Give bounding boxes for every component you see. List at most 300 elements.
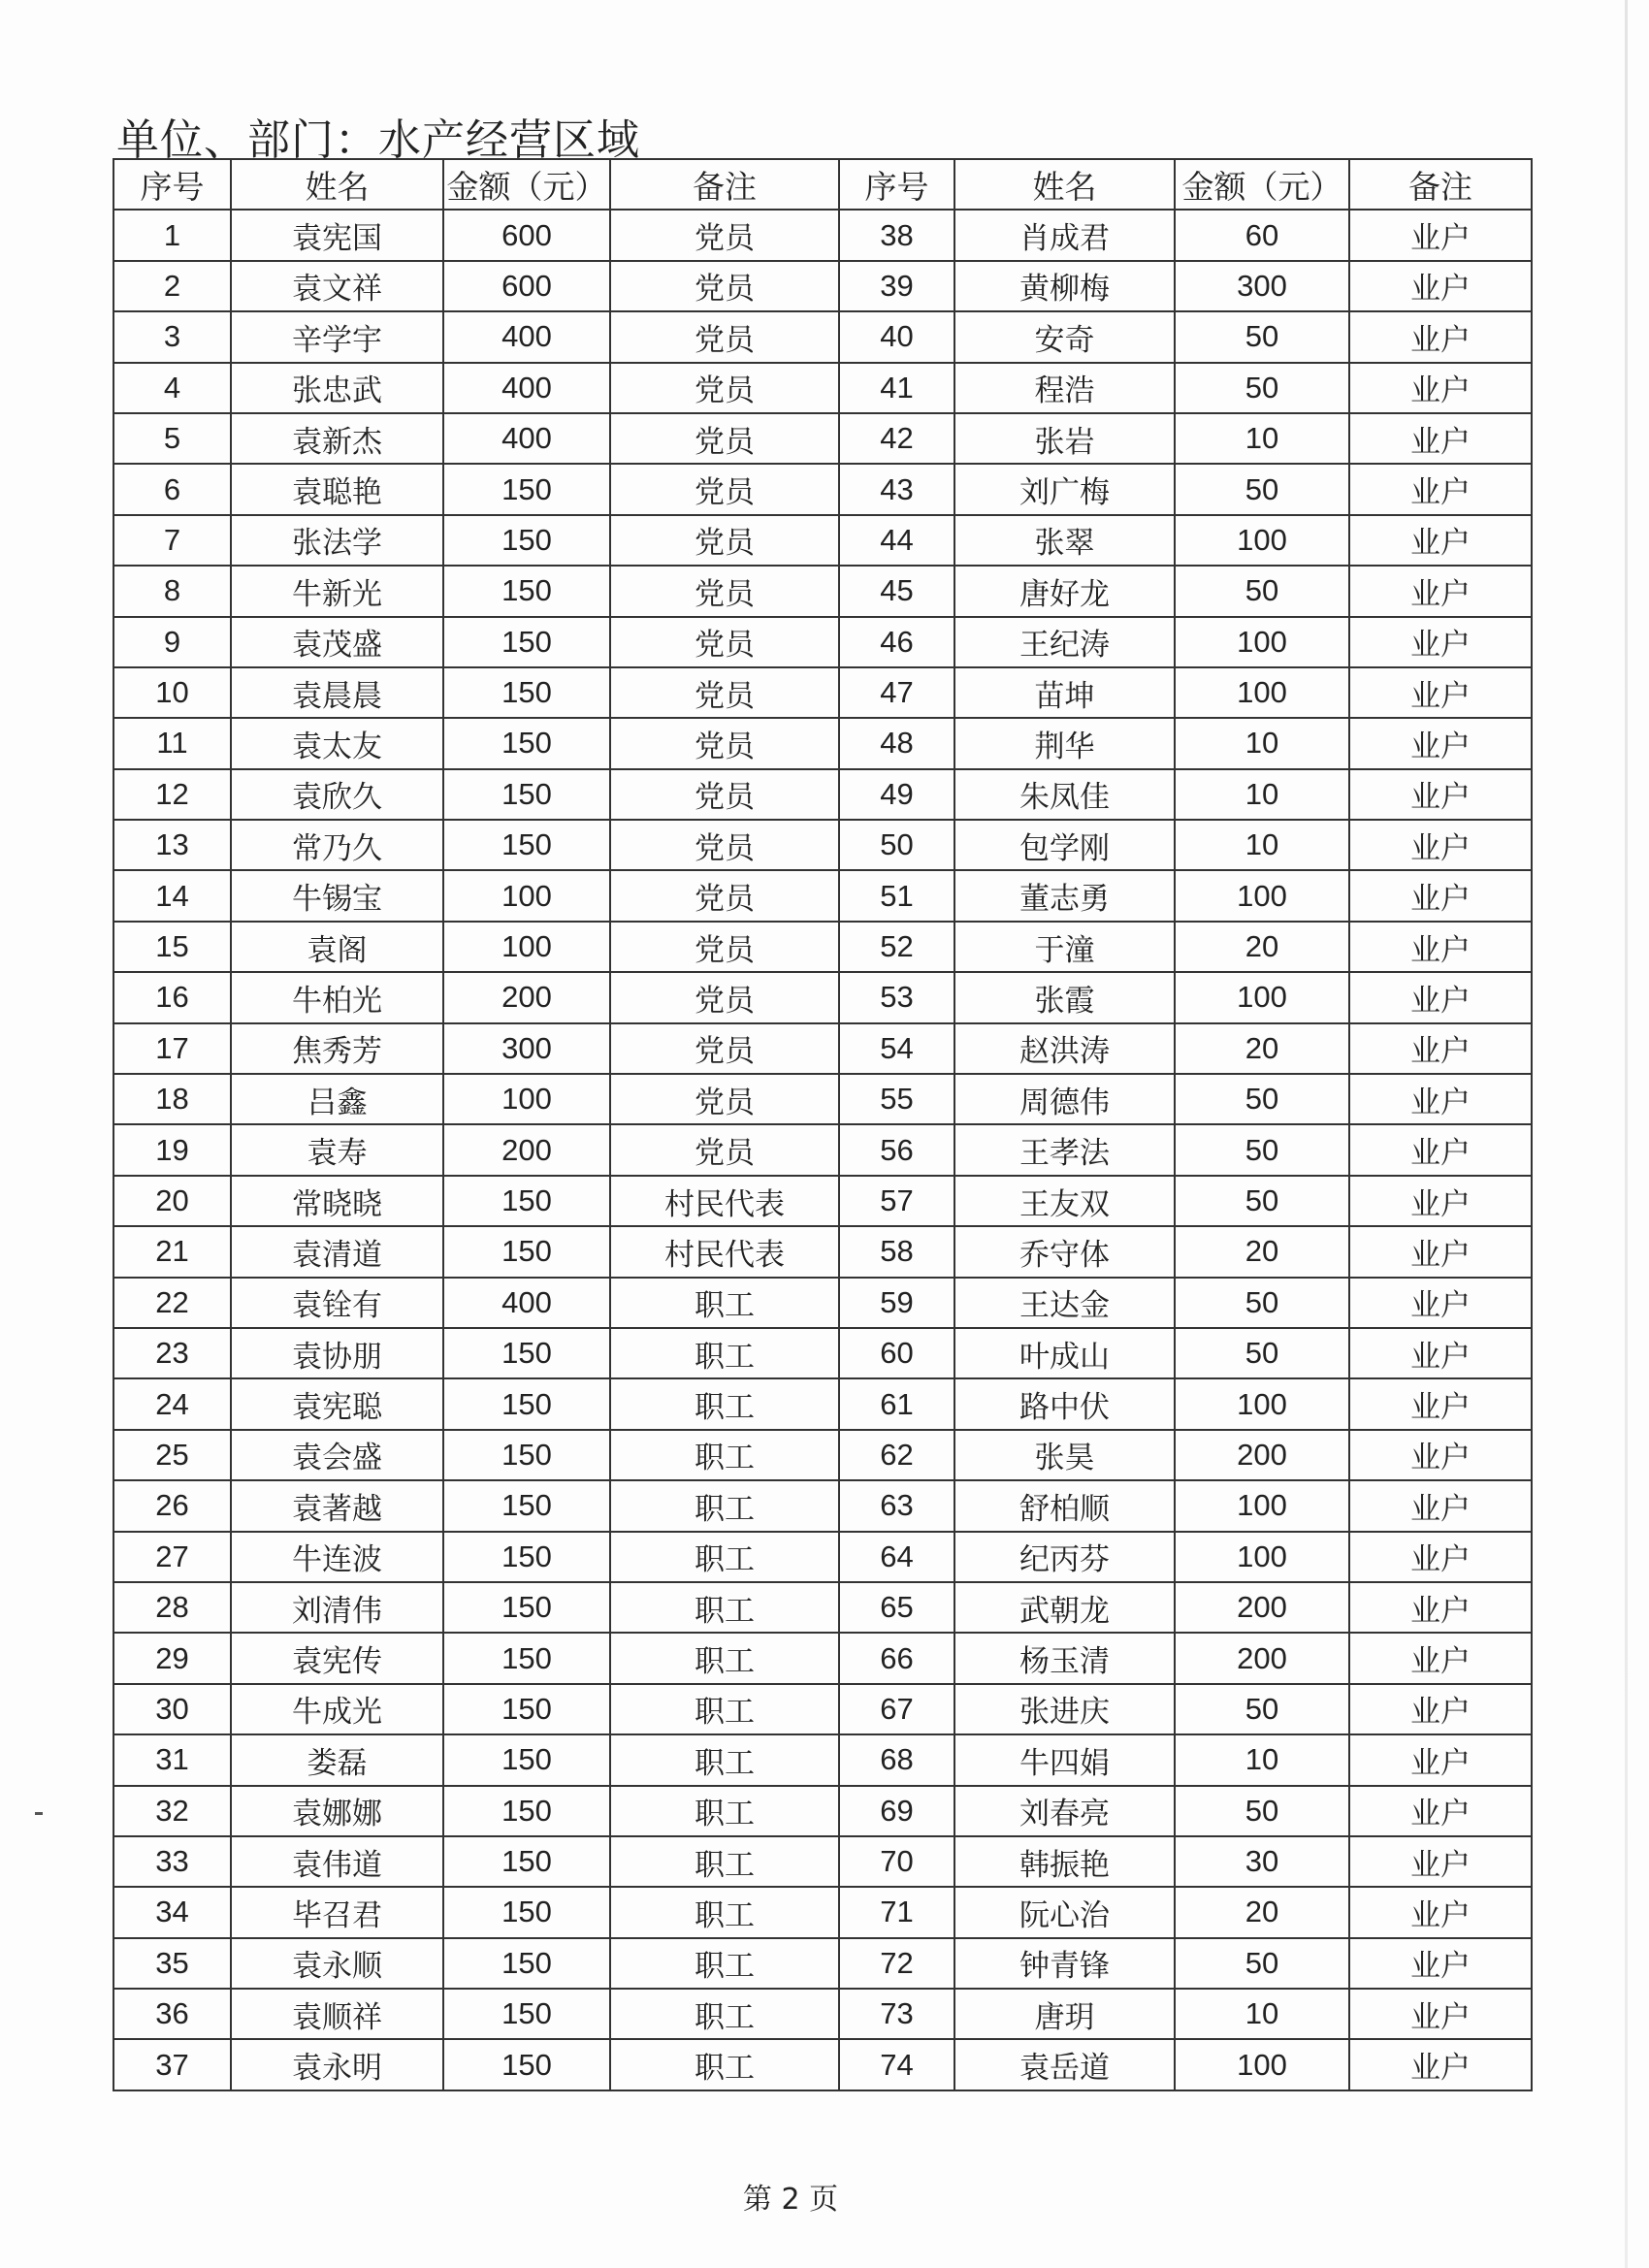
table-row (113, 363, 1532, 413)
name-left-cell: 袁宪聪 (231, 1378, 443, 1429)
amount-right-cell: 200 (1175, 1582, 1349, 1633)
seq-left-cell: 31 (113, 1734, 231, 1785)
table-row (113, 1124, 1532, 1175)
seq-right-cell: 73 (839, 1989, 954, 2039)
seq-left-cell: 9 (113, 617, 231, 667)
note-left-cell: 职工 (610, 1989, 839, 2039)
table-row (113, 261, 1532, 311)
note-right-cell: 业户 (1349, 617, 1532, 667)
seq-right-cell: 54 (839, 1023, 954, 1074)
seq-right-cell: 40 (839, 311, 954, 362)
seq-left-cell: 6 (113, 464, 231, 514)
table-row (113, 667, 1532, 718)
name-right-cell: 苗坤 (954, 667, 1175, 718)
name-right-cell: 张翠 (954, 515, 1175, 566)
amount-left-cell: 150 (443, 617, 610, 667)
note-right-cell: 业户 (1349, 1989, 1532, 2039)
amount-left-cell: 150 (443, 1378, 610, 1429)
seq-right-cell: 61 (839, 1378, 954, 1429)
name-left-cell: 袁协朋 (231, 1328, 443, 1378)
amount-right-cell: 10 (1175, 1989, 1349, 2039)
name-right-cell: 包学刚 (954, 820, 1175, 870)
name-right-cell: 肖成君 (954, 210, 1175, 260)
name-right-cell: 荆华 (954, 718, 1175, 768)
seq-left-cell: 24 (113, 1378, 231, 1429)
name-left-cell: 牛连波 (231, 1532, 443, 1582)
note-left-cell: 党员 (610, 922, 839, 972)
note-right-cell: 业户 (1349, 210, 1532, 260)
note-left-cell: 职工 (610, 1836, 839, 1887)
amount-left-cell: 600 (443, 261, 610, 311)
header-cell: 序号 (839, 159, 954, 210)
amount-left-cell: 150 (443, 1684, 610, 1734)
name-left-cell: 牛成光 (231, 1684, 443, 1734)
table-row (113, 1226, 1532, 1277)
note-left-cell: 党员 (610, 820, 839, 870)
name-right-cell: 路中伏 (954, 1378, 1175, 1429)
amount-right-cell: 100 (1175, 1378, 1349, 1429)
amount-right-cell: 50 (1175, 566, 1349, 616)
note-right-cell: 业户 (1349, 1786, 1532, 1836)
name-left-cell: 常晓晓 (231, 1176, 443, 1226)
table-row (113, 617, 1532, 667)
amount-right-cell: 100 (1175, 667, 1349, 718)
note-right-cell: 业户 (1349, 1887, 1532, 1937)
note-right-cell: 业户 (1349, 1480, 1532, 1531)
note-left-cell: 党员 (610, 261, 839, 311)
seq-left-cell: 36 (113, 1989, 231, 2039)
amount-right-cell: 100 (1175, 617, 1349, 667)
seq-left-cell: 2 (113, 261, 231, 311)
amount-left-cell: 150 (443, 1633, 610, 1683)
seq-right-cell: 64 (839, 1532, 954, 1582)
seq-left-cell: 25 (113, 1430, 231, 1480)
note-left-cell: 党员 (610, 667, 839, 718)
name-left-cell: 袁顺祥 (231, 1989, 443, 2039)
seq-right-cell: 42 (839, 413, 954, 464)
name-left-cell: 袁晨晨 (231, 667, 443, 718)
table-row (113, 1074, 1532, 1124)
amount-right-cell: 50 (1175, 1124, 1349, 1175)
seq-left-cell: 18 (113, 1074, 231, 1124)
name-left-cell: 袁永顺 (231, 1938, 443, 1989)
seq-left-cell: 10 (113, 667, 231, 718)
seq-right-cell: 48 (839, 718, 954, 768)
table-row (113, 210, 1532, 260)
page-edge-shadow (1625, 0, 1628, 2268)
note-right-cell: 业户 (1349, 311, 1532, 362)
note-right-cell: 业户 (1349, 1176, 1532, 1226)
name-right-cell: 安奇 (954, 311, 1175, 362)
name-left-cell: 袁寿 (231, 1124, 443, 1175)
name-left-cell: 牛锡宝 (231, 870, 443, 921)
amount-left-cell: 150 (443, 1887, 610, 1937)
seq-left-cell: 12 (113, 769, 231, 820)
name-right-cell: 王孝法 (954, 1124, 1175, 1175)
seq-left-cell: 37 (113, 2039, 231, 2090)
seq-right-cell: 41 (839, 363, 954, 413)
note-left-cell: 党员 (610, 210, 839, 260)
note-left-cell: 职工 (610, 1786, 839, 1836)
table-row (113, 1633, 1532, 1683)
name-left-cell: 辛学宇 (231, 311, 443, 362)
header-cell: 金额（元） (1175, 159, 1349, 210)
seq-right-cell: 47 (839, 667, 954, 718)
name-left-cell: 常乃久 (231, 820, 443, 870)
note-right-cell: 业户 (1349, 972, 1532, 1022)
seq-right-cell: 57 (839, 1176, 954, 1226)
table-row (113, 2039, 1532, 2090)
seq-right-cell: 63 (839, 1480, 954, 1531)
amount-right-cell: 100 (1175, 972, 1349, 1022)
note-right-cell: 业户 (1349, 769, 1532, 820)
table-row (113, 1176, 1532, 1226)
seq-left-cell: 13 (113, 820, 231, 870)
table-row (113, 566, 1532, 616)
seq-right-cell: 74 (839, 2039, 954, 2090)
amount-left-cell: 150 (443, 769, 610, 820)
seq-right-cell: 52 (839, 922, 954, 972)
name-left-cell: 牛新光 (231, 566, 443, 616)
seq-right-cell: 53 (839, 972, 954, 1022)
note-right-cell: 业户 (1349, 1430, 1532, 1480)
amount-right-cell: 10 (1175, 1734, 1349, 1785)
name-left-cell: 袁会盛 (231, 1430, 443, 1480)
note-right-cell: 业户 (1349, 1836, 1532, 1887)
note-right-cell: 业户 (1349, 1023, 1532, 1074)
amount-right-cell: 20 (1175, 1887, 1349, 1937)
amount-left-cell: 150 (443, 1430, 610, 1480)
note-left-cell: 职工 (610, 1582, 839, 1633)
header-cell: 备注 (1349, 159, 1532, 210)
table-row (113, 820, 1532, 870)
amount-right-cell: 50 (1175, 1786, 1349, 1836)
note-left-cell: 职工 (610, 1938, 839, 1989)
name-right-cell: 钟青锋 (954, 1938, 1175, 1989)
table-row (113, 1786, 1532, 1836)
seq-right-cell: 62 (839, 1430, 954, 1480)
name-right-cell: 张岩 (954, 413, 1175, 464)
seq-left-cell: 1 (113, 210, 231, 260)
table-body (113, 210, 1532, 2090)
table-row (113, 464, 1532, 514)
note-left-cell: 党员 (610, 311, 839, 362)
note-left-cell: 党员 (610, 718, 839, 768)
seq-right-cell: 43 (839, 464, 954, 514)
seq-right-cell: 56 (839, 1124, 954, 1175)
amount-right-cell: 100 (1175, 1480, 1349, 1531)
note-right-cell: 业户 (1349, 413, 1532, 464)
header-cell: 姓名 (231, 159, 443, 210)
table-row (113, 1328, 1532, 1378)
note-left-cell: 党员 (610, 515, 839, 566)
table-row (113, 1278, 1532, 1328)
name-right-cell: 武朝龙 (954, 1582, 1175, 1633)
name-left-cell: 袁聪艳 (231, 464, 443, 514)
seq-left-cell: 17 (113, 1023, 231, 1074)
name-left-cell: 袁茂盛 (231, 617, 443, 667)
seq-right-cell: 46 (839, 617, 954, 667)
amount-left-cell: 150 (443, 1734, 610, 1785)
amount-left-cell: 150 (443, 1989, 610, 2039)
seq-left-cell: 14 (113, 870, 231, 921)
name-right-cell: 张霞 (954, 972, 1175, 1022)
name-right-cell: 黄柳梅 (954, 261, 1175, 311)
amount-left-cell: 150 (443, 1328, 610, 1378)
table-row (113, 1378, 1532, 1429)
amount-left-cell: 150 (443, 1786, 610, 1836)
note-left-cell: 职工 (610, 1328, 839, 1378)
amount-right-cell: 50 (1175, 464, 1349, 514)
seq-left-cell: 30 (113, 1684, 231, 1734)
seq-left-cell: 5 (113, 413, 231, 464)
name-right-cell: 唐玥 (954, 1989, 1175, 2039)
name-left-cell: 娄磊 (231, 1734, 443, 1785)
name-left-cell: 袁阁 (231, 922, 443, 972)
seq-left-cell: 28 (113, 1582, 231, 1633)
seq-left-cell: 16 (113, 972, 231, 1022)
amount-right-cell: 50 (1175, 1684, 1349, 1734)
name-right-cell: 刘春亮 (954, 1786, 1175, 1836)
seq-left-cell: 19 (113, 1124, 231, 1175)
amount-left-cell: 400 (443, 311, 610, 362)
amount-left-cell: 150 (443, 566, 610, 616)
name-right-cell: 乔守体 (954, 1226, 1175, 1277)
seq-left-cell: 7 (113, 515, 231, 566)
amount-right-cell: 50 (1175, 1278, 1349, 1328)
note-right-cell: 业户 (1349, 515, 1532, 566)
table-row (113, 718, 1532, 768)
amount-left-cell: 600 (443, 210, 610, 260)
amount-left-cell: 150 (443, 718, 610, 768)
note-right-cell: 业户 (1349, 1734, 1532, 1785)
note-left-cell: 职工 (610, 1734, 839, 1785)
note-right-cell: 业户 (1349, 1378, 1532, 1429)
amount-right-cell: 200 (1175, 1430, 1349, 1480)
table-row (113, 1532, 1532, 1582)
seq-left-cell: 23 (113, 1328, 231, 1378)
amount-left-cell: 300 (443, 1023, 610, 1074)
amount-left-cell: 150 (443, 464, 610, 514)
seq-left-cell: 8 (113, 566, 231, 616)
amount-left-cell: 150 (443, 1480, 610, 1531)
amount-right-cell: 60 (1175, 210, 1349, 260)
name-left-cell: 牛柏光 (231, 972, 443, 1022)
page-title: 单位、部门：水产经营区域 (116, 115, 640, 165)
name-left-cell: 袁娜娜 (231, 1786, 443, 1836)
amount-left-cell: 150 (443, 667, 610, 718)
seq-right-cell: 51 (839, 870, 954, 921)
seq-left-cell: 35 (113, 1938, 231, 1989)
note-right-cell: 业户 (1349, 1074, 1532, 1124)
name-right-cell: 王纪涛 (954, 617, 1175, 667)
note-left-cell: 党员 (610, 617, 839, 667)
amount-right-cell: 100 (1175, 1532, 1349, 1582)
seq-right-cell: 65 (839, 1582, 954, 1633)
note-right-cell: 业户 (1349, 261, 1532, 311)
amount-left-cell: 100 (443, 922, 610, 972)
note-left-cell: 职工 (610, 1532, 839, 1582)
seq-left-cell: 22 (113, 1278, 231, 1328)
amount-right-cell: 10 (1175, 718, 1349, 768)
name-right-cell: 韩振艳 (954, 1836, 1175, 1887)
table-row (113, 1836, 1532, 1887)
amount-left-cell: 150 (443, 2039, 610, 2090)
note-right-cell: 业户 (1349, 922, 1532, 972)
seq-left-cell: 3 (113, 311, 231, 362)
seq-right-cell: 39 (839, 261, 954, 311)
seq-right-cell: 38 (839, 210, 954, 260)
seq-right-cell: 44 (839, 515, 954, 566)
name-left-cell: 袁伟道 (231, 1836, 443, 1887)
note-left-cell: 职工 (610, 2039, 839, 2090)
name-right-cell: 程浩 (954, 363, 1175, 413)
name-left-cell: 刘清伟 (231, 1582, 443, 1633)
table-row (113, 1480, 1532, 1531)
name-right-cell: 董志勇 (954, 870, 1175, 921)
table-row (113, 1430, 1532, 1480)
donation-table (113, 158, 1533, 2091)
amount-right-cell: 300 (1175, 261, 1349, 311)
name-right-cell: 舒柏顺 (954, 1480, 1175, 1531)
table-row (113, 1989, 1532, 2039)
name-left-cell: 毕召君 (231, 1887, 443, 1937)
name-right-cell: 唐好龙 (954, 566, 1175, 616)
amount-right-cell: 10 (1175, 820, 1349, 870)
note-left-cell: 村民代表 (610, 1226, 839, 1277)
seq-left-cell: 29 (113, 1633, 231, 1683)
note-right-cell: 业户 (1349, 1582, 1532, 1633)
name-left-cell: 袁文祥 (231, 261, 443, 311)
amount-left-cell: 200 (443, 1124, 610, 1175)
note-right-cell: 业户 (1349, 566, 1532, 616)
amount-left-cell: 150 (443, 1176, 610, 1226)
note-right-cell: 业户 (1349, 1938, 1532, 1989)
table-row (113, 769, 1532, 820)
amount-right-cell: 30 (1175, 1836, 1349, 1887)
note-right-cell: 业户 (1349, 820, 1532, 870)
note-left-cell: 党员 (610, 413, 839, 464)
table-header-row (113, 159, 1532, 210)
seq-left-cell: 4 (113, 363, 231, 413)
seq-right-cell: 68 (839, 1734, 954, 1785)
table-row (113, 1023, 1532, 1074)
amount-left-cell: 150 (443, 1938, 610, 1989)
amount-right-cell: 50 (1175, 363, 1349, 413)
seq-right-cell: 50 (839, 820, 954, 870)
note-right-cell: 业户 (1349, 1226, 1532, 1277)
name-right-cell: 于潼 (954, 922, 1175, 972)
seq-left-cell: 26 (113, 1480, 231, 1531)
seq-right-cell: 72 (839, 1938, 954, 1989)
note-left-cell: 职工 (610, 1378, 839, 1429)
table-row (113, 1938, 1532, 1989)
name-right-cell: 袁岳道 (954, 2039, 1175, 2090)
name-right-cell: 周德伟 (954, 1074, 1175, 1124)
name-right-cell: 阮心治 (954, 1887, 1175, 1937)
header-cell: 序号 (113, 159, 231, 210)
seq-right-cell: 66 (839, 1633, 954, 1683)
amount-left-cell: 150 (443, 1836, 610, 1887)
note-right-cell: 业户 (1349, 1278, 1532, 1328)
name-left-cell: 张法学 (231, 515, 443, 566)
amount-left-cell: 150 (443, 1226, 610, 1277)
note-left-cell: 村民代表 (610, 1176, 839, 1226)
name-right-cell: 叶成山 (954, 1328, 1175, 1378)
note-right-cell: 业户 (1349, 2039, 1532, 2090)
note-right-cell: 业户 (1349, 1633, 1532, 1683)
note-left-cell: 党员 (610, 1023, 839, 1074)
amount-left-cell: 400 (443, 413, 610, 464)
name-left-cell: 袁宪国 (231, 210, 443, 260)
amount-left-cell: 200 (443, 972, 610, 1022)
amount-right-cell: 10 (1175, 413, 1349, 464)
seq-right-cell: 71 (839, 1887, 954, 1937)
seq-left-cell: 11 (113, 718, 231, 768)
table-row (113, 311, 1532, 362)
amount-left-cell: 400 (443, 1278, 610, 1328)
note-right-cell: 业户 (1349, 1684, 1532, 1734)
seq-right-cell: 60 (839, 1328, 954, 1378)
note-left-cell: 职工 (610, 1887, 839, 1937)
amount-left-cell: 400 (443, 363, 610, 413)
name-right-cell: 朱凤佳 (954, 769, 1175, 820)
scan-speck (35, 1812, 43, 1815)
header-cell: 姓名 (954, 159, 1175, 210)
note-right-cell: 业户 (1349, 718, 1532, 768)
name-left-cell: 吕鑫 (231, 1074, 443, 1124)
name-left-cell: 袁清道 (231, 1226, 443, 1277)
name-right-cell: 王友双 (954, 1176, 1175, 1226)
name-right-cell: 赵洪涛 (954, 1023, 1175, 1074)
name-left-cell: 袁宪传 (231, 1633, 443, 1683)
seq-left-cell: 34 (113, 1887, 231, 1937)
name-right-cell: 牛四娟 (954, 1734, 1175, 1785)
note-left-cell: 党员 (610, 1074, 839, 1124)
amount-left-cell: 150 (443, 1532, 610, 1582)
note-left-cell: 党员 (610, 363, 839, 413)
table-row (113, 515, 1532, 566)
note-right-cell: 业户 (1349, 1124, 1532, 1175)
note-left-cell: 党员 (610, 566, 839, 616)
table-row (113, 922, 1532, 972)
table-row (113, 1734, 1532, 1785)
note-right-cell: 业户 (1349, 667, 1532, 718)
name-left-cell: 袁新杰 (231, 413, 443, 464)
header-cell: 备注 (610, 159, 839, 210)
note-left-cell: 党员 (610, 464, 839, 514)
header-cell: 金额（元） (443, 159, 610, 210)
seq-right-cell: 49 (839, 769, 954, 820)
note-left-cell: 职工 (610, 1278, 839, 1328)
amount-right-cell: 50 (1175, 311, 1349, 362)
seq-right-cell: 70 (839, 1836, 954, 1887)
name-left-cell: 袁永明 (231, 2039, 443, 2090)
seq-right-cell: 55 (839, 1074, 954, 1124)
name-left-cell: 袁太友 (231, 718, 443, 768)
note-left-cell: 党员 (610, 870, 839, 921)
amount-right-cell: 10 (1175, 769, 1349, 820)
amount-left-cell: 150 (443, 515, 610, 566)
note-right-cell: 业户 (1349, 464, 1532, 514)
amount-right-cell: 200 (1175, 1633, 1349, 1683)
note-left-cell: 党员 (610, 972, 839, 1022)
name-right-cell: 王达金 (954, 1278, 1175, 1328)
amount-left-cell: 150 (443, 820, 610, 870)
note-left-cell: 职工 (610, 1684, 839, 1734)
table-row (113, 413, 1532, 464)
seq-right-cell: 45 (839, 566, 954, 616)
